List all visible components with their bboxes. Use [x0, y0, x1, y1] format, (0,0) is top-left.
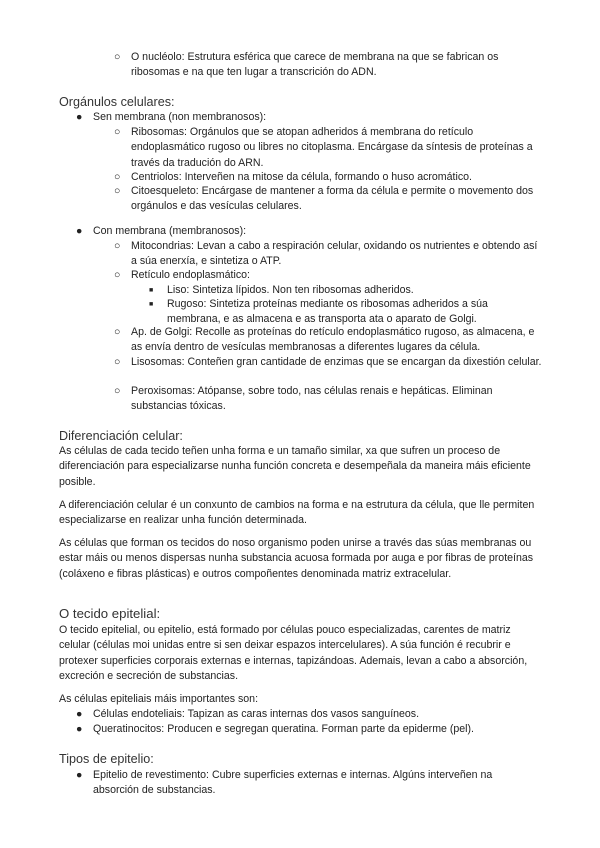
list-item-mitocondrias: Mitocondrias: Levan a cabo a respiración celular, oxidando os nutrientes e obtendo así a súa enerxía, e sintetiza o ATP. — [131, 240, 538, 268]
hollow-bullet-icon: ○ — [114, 171, 121, 183]
list-item-centriolos: Centriolos: Interveñen na mitose da célula, formando o huso acromático. — [131, 171, 472, 183]
filled-bullet-icon: ● — [76, 225, 83, 237]
filled-bullet-icon: ● — [76, 723, 83, 735]
epitelial-heading: O tecido epitelial: — [59, 606, 161, 621]
epitelial-paragraph-2: As células epiteliais máis importantes son: — [59, 693, 259, 705]
list-item-queratinocitos: Queratinocitos: Producen e segregan queratina. Forman parte da epiderme (pel). — [93, 723, 475, 735]
square-bullet-icon: ■ — [149, 287, 154, 294]
hollow-bullet-icon: ○ — [114, 240, 121, 252]
diferenciacion-heading: Diferenciación celular: — [59, 429, 183, 443]
list-item-endoteliais: Células endoteliais: Tapizan as caras internas dos vasos sanguíneos. — [93, 708, 420, 720]
list-item-golgi: Ap. de Golgi: Recolle as proteínas do retículo endoplasmático rugoso, as almacena, e as envía dentro de vesículas membranosas a diferentes lugares da célula. — [131, 326, 535, 354]
hollow-bullet-icon: ○ — [114, 185, 121, 197]
membranosos-label: Con membrana (membranosos): — [93, 225, 247, 237]
tipos-heading: Tipos de epitelio: — [59, 752, 154, 766]
hollow-bullet-icon: ○ — [114, 385, 121, 397]
list-item-ribosomas: Ribosomas: Orgánulos que se atopan adheridos á membrana do retículo endoplasmático rugoso ou libres no citoplasma. Encárgase da síntesis de proteínas a través da tradución do ARN. — [131, 126, 533, 169]
hollow-bullet-icon: ○ — [114, 326, 121, 338]
diferenciacion-paragraph-3: As células que forman os tecidos do noso organismo poden unirse a través das súas membranas ou estar máis ou menos dispersas nunha substancia acuosa formada por auga e por fibras de proteínas (coláxeno e fibras plásticas) e outros compoñentes denominada matriz extracelular. — [59, 537, 534, 580]
list-item-citoesqueleto: Citoesqueleto: Encárgase de mantener a forma da célula e permite o movemento dos orgánulos e das vesículas celulares. — [131, 185, 534, 213]
hollow-bullet-icon: ○ — [114, 269, 121, 281]
list-item-peroxisomas: Peroxisomas: Atópanse, sobre todo, nas células renais e hepáticas. Eliminan substancias tóxicas. — [131, 385, 493, 413]
list-item-reticulo: Retículo endoplasmático: — [131, 269, 250, 281]
epitelial-paragraph-1: O tecido epitelial, ou epitelio, está formado por células pouco especializadas, carentes de matriz celular (células moi unidas entre si sen deixar espazos intercelulares). A súa función é recubrir e protexer superficies corporais externas e internas, tapizándoas. Ademais, levan a cabo a absorción, excreción e secreción de substancias. — [59, 624, 528, 682]
non-membranosos-label: Sen membrana (non membranosos): — [93, 111, 267, 123]
filled-bullet-icon: ● — [76, 769, 83, 781]
diferenciacion-paragraph-2: A diferenciación celular é un conxunto de cambios na forma e na estrutura da célula, que lle permiten especializarse en realizar unha función determinada. — [59, 499, 535, 527]
list-item-revestimento: Epitelio de revestimento: Cubre superficies externas e internas. Algúns interveñen na absorción de substancias. — [93, 769, 493, 797]
square-bullet-icon: ■ — [149, 301, 154, 308]
hollow-bullet-icon: ○ — [114, 356, 121, 368]
list-item-liso: Liso: Sintetiza lípidos. Non ten ribosomas adheridos. — [167, 284, 414, 296]
filled-bullet-icon: ● — [76, 111, 83, 123]
filled-bullet-icon: ● — [76, 708, 83, 720]
hollow-bullet-icon: ○ — [114, 51, 121, 63]
organulos-heading: Orgánulos celulares: — [59, 95, 175, 109]
hollow-bullet-icon: ○ — [114, 126, 121, 138]
list-item-lisosomas: Lisosomas: Conteñen gran cantidade de enzimas que se encargan da dixestión celular. — [131, 356, 542, 368]
nucleolo-text: O nucléolo: Estrutura esférica que carece de membrana na que se fabrican os ribosomas e na que ten lugar a transcrición do ADN. — [131, 51, 499, 79]
list-item-rugoso: Rugoso: Sintetiza proteínas mediante os ribosomas adheridos a súa membrana, e as almacena e as transporta ata o aparato de Golgi. — [167, 298, 488, 326]
diferenciacion-paragraph-1: As células de cada tecido teñen unha forma e un tamaño similar, xa que sufren un proceso de diferenciación para especializarse nunha función concreta e desempeñala da maneira máis eficiente posible. — [59, 445, 531, 488]
